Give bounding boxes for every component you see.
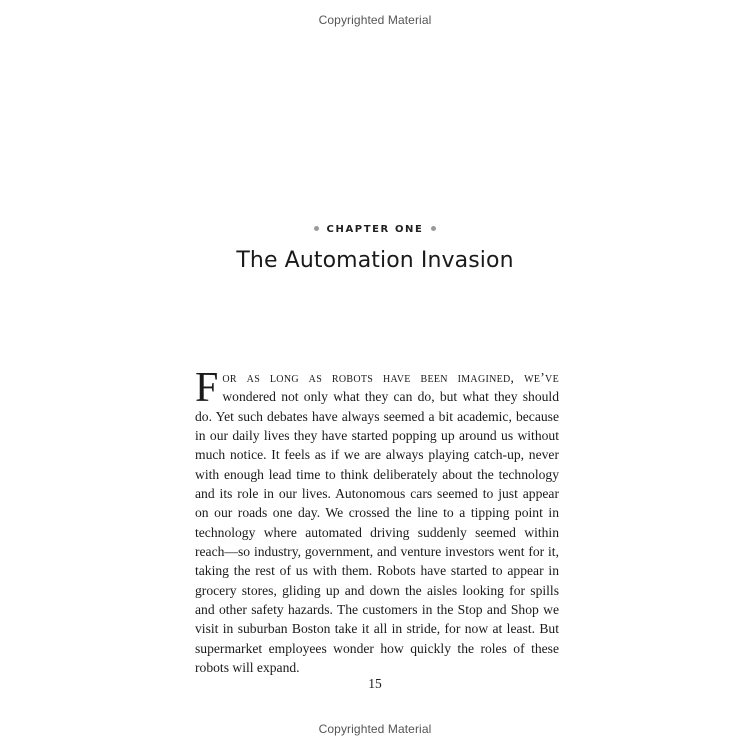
bullet-dot-left-icon bbox=[314, 226, 319, 231]
chapter-label bbox=[0, 224, 750, 235]
page-number: 15 bbox=[368, 676, 382, 691]
chapter-title: The Automation Invasion bbox=[236, 248, 514, 273]
bullet-dot-right-icon bbox=[431, 226, 436, 231]
paragraph-text: wondered not only what they can do, but what they should do. Yet such debates have always seemed a bit academic, because in our daily lives they have started popping up around us without much notice. It feels as if we are always playing catch-up, never with enough lead time to think deliberately about the technology and its role in our lives. Autonomous cars seemed to just appear on our roads one day. We crossed the line to a tipping point in technology where automated driving suddenly seemed within reach—so industry, government, and venture investors went for it, taking the rest of us with them. Robots have started to appear in grocery stores, gliding up and down the aisles looking for spills and other safety hazards. The customers in the Stop and Shop we visit in suburban Boston take it all in stride, for now at least. But supermarket employees wonder how quickly the roles of these robots will expand. bbox=[195, 389, 559, 676]
copyright-watermark-top: Copyrighted Material bbox=[318, 13, 432, 27]
opening-small-caps: or as long as robots have been imagined, we’ve bbox=[222, 370, 559, 385]
copyright-watermark-bottom: Copyrighted Material bbox=[318, 722, 432, 736]
body-paragraph bbox=[195, 365, 559, 678]
drop-cap: F bbox=[195, 365, 219, 411]
chapter-label-text: CHAPTER ONE bbox=[326, 224, 424, 235]
